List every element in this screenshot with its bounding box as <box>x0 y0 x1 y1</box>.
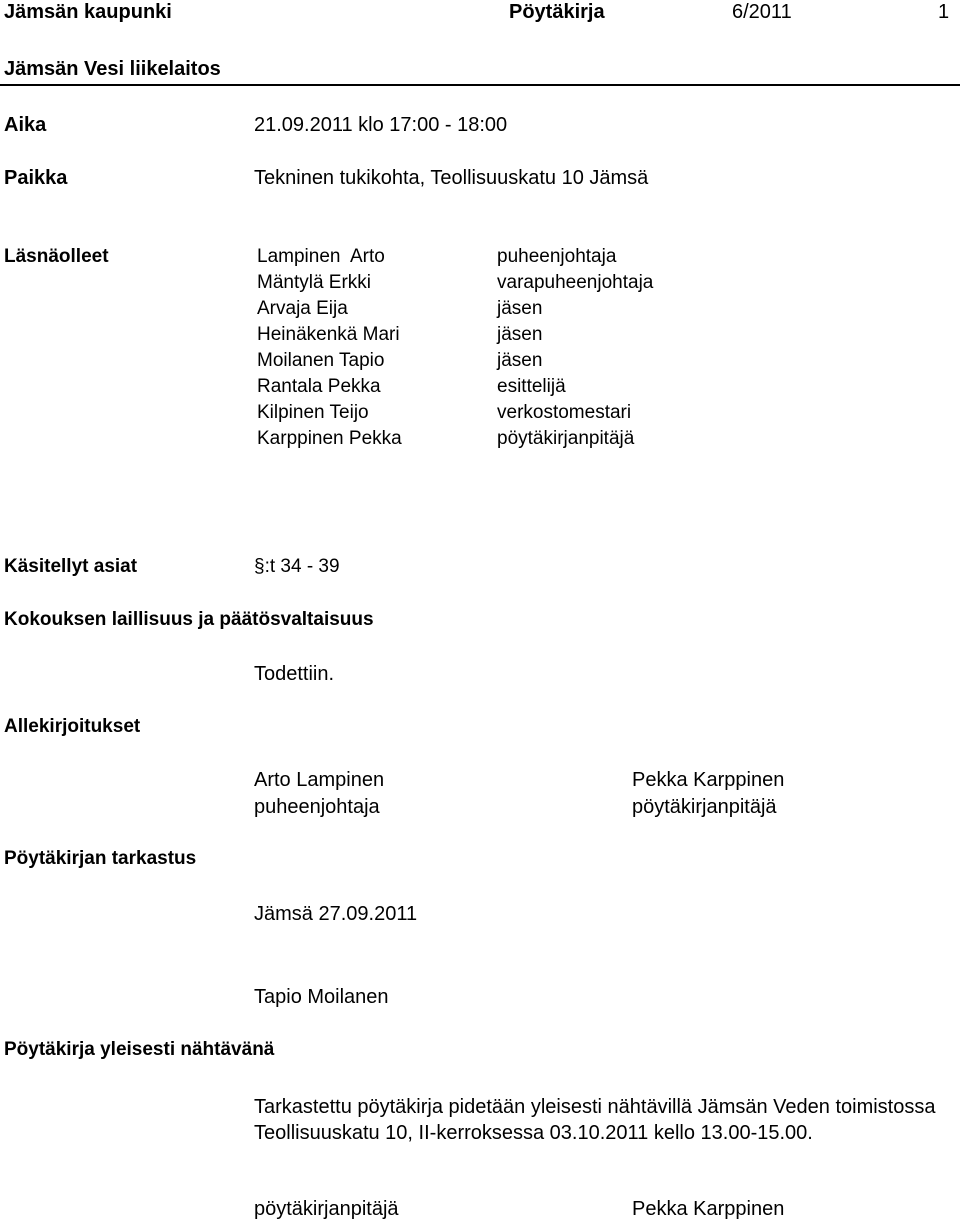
public-label: Pöytäkirja yleisesti nähtävänä <box>4 1039 275 1060</box>
signature-right-role: pöytäkirjanpitäjä <box>632 796 777 818</box>
attendee-name: Heinäkenkä Mari <box>257 324 400 345</box>
review-label: Pöytäkirjan tarkastus <box>4 848 197 869</box>
review-place-date: Jämsä 27.09.2011 <box>254 903 418 925</box>
attendee-role: jäsen <box>497 324 543 345</box>
header-doc-number: 6/2011 <box>732 1 792 23</box>
attendee-role: puheenjohtaja <box>497 246 617 267</box>
review-reviewer: Tapio Moilanen <box>254 986 389 1008</box>
header-divider <box>0 84 960 86</box>
time-value: 21.09.2011 klo 17:00 - 18:00 <box>254 114 508 136</box>
matters-label: Käsitellyt asiat <box>4 556 138 577</box>
place-value: Tekninen tukikohta, Teollisuuskatu 10 Jämsä <box>254 167 649 189</box>
legality-heading: Kokouksen laillisuus ja päätösvaltaisuus <box>4 609 374 630</box>
header-doc-type: Pöytäkirja <box>509 1 605 23</box>
attendee-name: Kilpinen Teijo <box>257 402 369 423</box>
signatures-label: Allekirjoitukset <box>4 716 141 737</box>
public-footer-role: pöytäkirjanpitäjä <box>254 1198 399 1220</box>
attendee-role: verkostomestari <box>497 402 632 423</box>
attendee-name: Rantala Pekka <box>257 376 381 397</box>
attendee-role: pöytäkirjanpitäjä <box>497 428 635 449</box>
public-footer-name: Pekka Karppinen <box>632 1198 785 1220</box>
attendee-role: varapuheenjohtaja <box>497 272 654 293</box>
attendee-name: Moilanen Tapio <box>257 350 385 371</box>
public-text: Tarkastettu pöytäkirja pidetään yleisesti nähtävillä Jämsän Veden toimistossa Teollisuuskatu 10, II-kerroksessa 03.10.2011 kello 13.00-15.00. <box>254 1096 936 1144</box>
time-label: Aika <box>4 114 47 136</box>
attendee-role: jäsen <box>497 350 543 371</box>
signature-left-role: puheenjohtaja <box>254 796 380 818</box>
attendee-role: jäsen <box>497 298 543 319</box>
legality-text: Todettiin. <box>254 663 335 685</box>
attendee-name: Arvaja Eija <box>257 298 348 319</box>
attendees-label: Läsnäolleet <box>4 246 109 267</box>
signature-left-name: Arto Lampinen <box>254 769 385 791</box>
attendee-name: Karppinen Pekka <box>257 428 402 449</box>
matters-value: §:t 34 - 39 <box>254 556 340 577</box>
signature-right-name: Pekka Karppinen <box>632 769 785 791</box>
attendee-name: Mäntylä Erkki <box>257 272 372 293</box>
place-label: Paikka <box>4 167 68 189</box>
header-department: Jämsän Vesi liikelaitos <box>4 58 221 80</box>
header-page-number: 1 <box>938 1 950 23</box>
attendee-role: esittelijä <box>497 376 566 397</box>
header-organization: Jämsän kaupunki <box>4 1 172 23</box>
attendee-name: Lampinen Arto <box>257 246 385 267</box>
